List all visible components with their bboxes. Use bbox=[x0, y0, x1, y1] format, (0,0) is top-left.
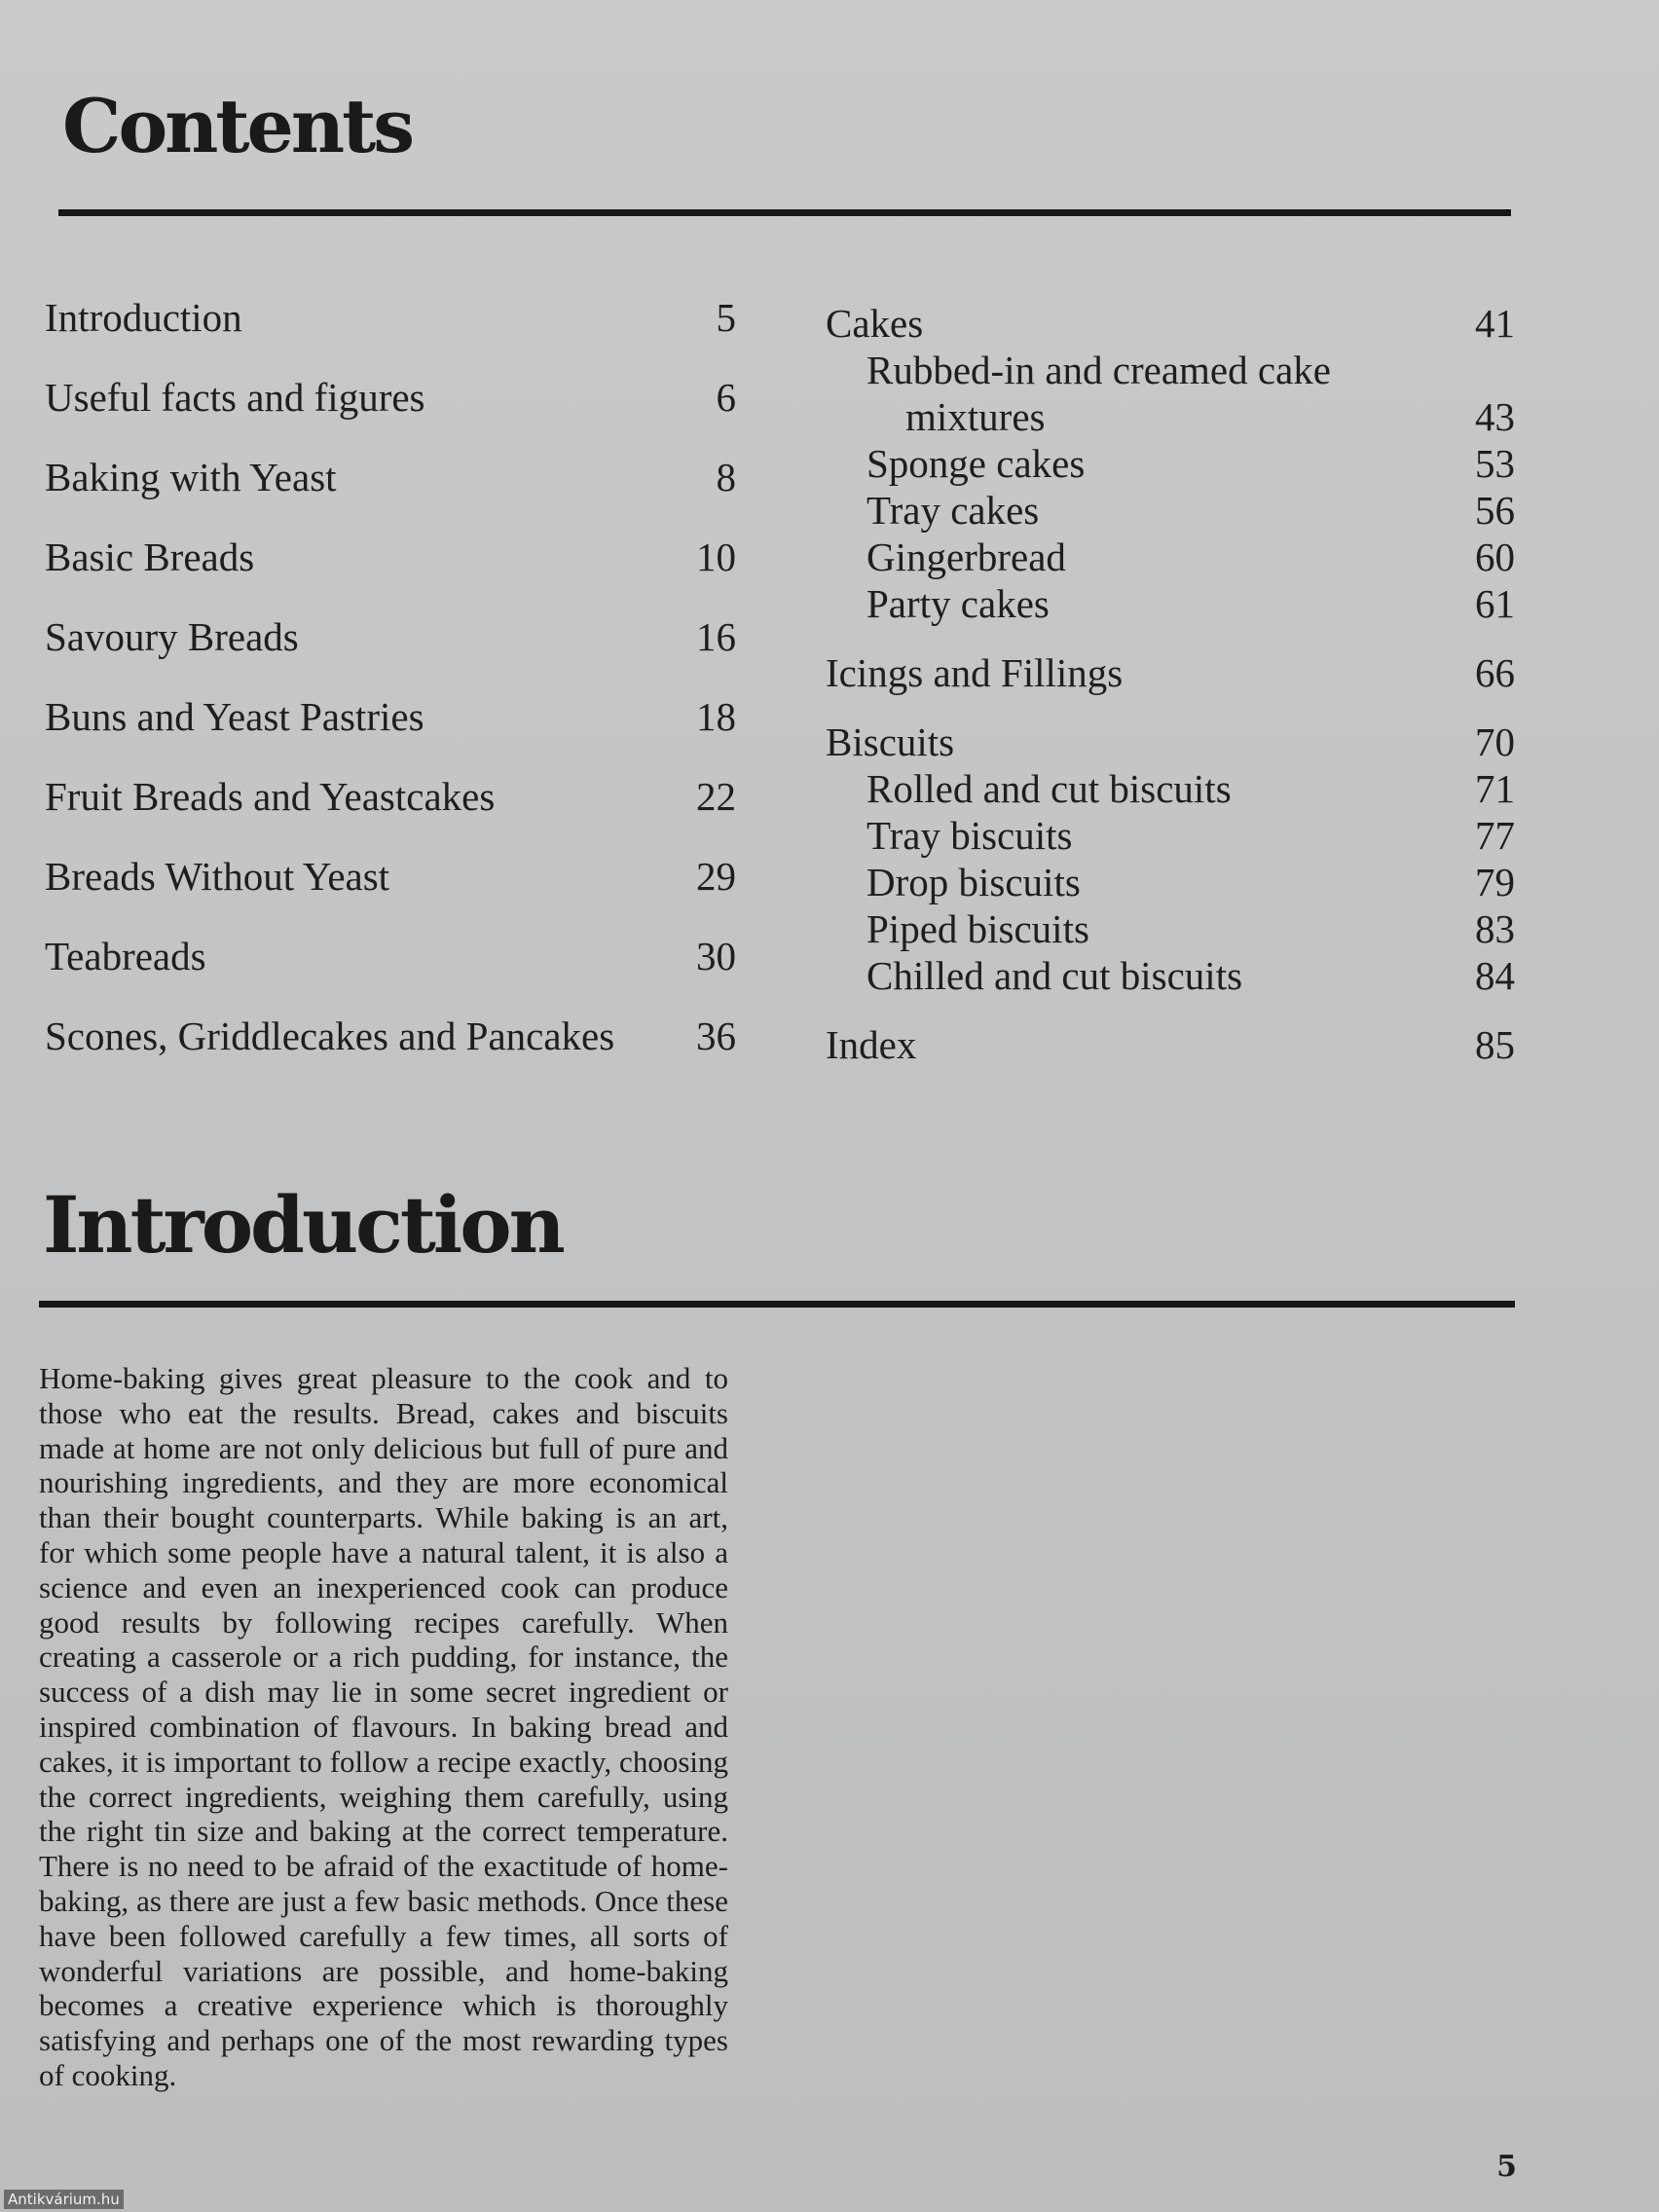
toc-entry[interactable] bbox=[45, 693, 736, 740]
toc-entry-page: 53 bbox=[1475, 441, 1515, 486]
toc-subentry[interactable] bbox=[826, 487, 1515, 534]
toc-entry-page: 71 bbox=[1475, 766, 1515, 811]
toc-entry-page: 18 bbox=[696, 694, 736, 739]
toc-subentry-label: Rubbed-in and creamed cake bbox=[866, 348, 1331, 392]
introduction-body: Home-baking gives great pleasure to the cook and to those who eat the results. Bread, cakes and biscuits made at home are not only delicious but full of pure and nourishing ingredients, and they are more economical than their bought counterparts. While baking is an art, for which some people have a natural talent, it is also a science and even an inexperienced cook can produce good results by following recipes carefully. When creating a casserole or a rich pudding, for instance, the success of a dish may lie in some secret ingredient or inspired combination of flavours. In baking bread and cakes, it is important to follow a recipe exactly, choosing the correct ingredients, weighing them carefully, using the right tin size and baking at the correct temperature. There is no need to be afraid of the exactitude of home-baking, as there are just a few basic methods. Once these have been followed carefully a few times, all sorts of wonderful variations are possible, and home-baking becomes a creative experience which is thoroughly satisfying and perhaps one of the most rewarding types of cooking. bbox=[39, 1361, 728, 2092]
toc-subentry-label: mixtures bbox=[905, 394, 1046, 439]
toc-entry-cakes[interactable] bbox=[826, 300, 1515, 347]
toc-entry-page: 84 bbox=[1475, 953, 1515, 998]
toc-entry-page: 6 bbox=[716, 375, 736, 420]
toc-entry-page: 36 bbox=[696, 1014, 736, 1058]
toc-subentry[interactable] bbox=[826, 580, 1515, 627]
toc-entry-page: 22 bbox=[696, 774, 736, 819]
toc-entry-label: Useful facts and figures bbox=[45, 375, 425, 420]
toc-subentry-label: Chilled and cut biscuits bbox=[866, 953, 1243, 998]
toc-entry-page: 61 bbox=[1475, 581, 1515, 626]
contents-divider bbox=[58, 209, 1511, 216]
toc-entry-label: Teabreads bbox=[45, 934, 206, 978]
toc-subentry[interactable] bbox=[826, 534, 1515, 580]
toc-entry-label: Basic Breads bbox=[45, 535, 255, 579]
page-number: 5 bbox=[1496, 2150, 1517, 2184]
toc-entry-page: 85 bbox=[1475, 1022, 1515, 1067]
toc-subentry[interactable] bbox=[826, 952, 1515, 999]
toc-entry[interactable] bbox=[45, 1013, 736, 1059]
toc-entry-label: Index bbox=[826, 1022, 917, 1067]
toc-subentry-label: Gingerbread bbox=[866, 535, 1066, 579]
toc-subentry-label: Rolled and cut biscuits bbox=[866, 766, 1232, 811]
toc-entry-page: 66 bbox=[1475, 650, 1515, 695]
toc-entry-label: Introduction bbox=[45, 295, 242, 340]
toc-entry-page: 10 bbox=[696, 535, 736, 579]
toc-entry[interactable] bbox=[45, 613, 736, 660]
toc-subentry[interactable] bbox=[826, 859, 1515, 905]
toc-subentry-label: Tray biscuits bbox=[866, 813, 1073, 858]
toc-entry-page: 41 bbox=[1475, 301, 1515, 346]
toc-subentry[interactable] bbox=[826, 347, 1515, 393]
toc-entry-label: Icings and Fillings bbox=[826, 650, 1124, 695]
toc-entry-label: Breads Without Yeast bbox=[45, 854, 390, 899]
toc-entry[interactable] bbox=[45, 294, 736, 341]
toc-entry-page: 29 bbox=[696, 854, 736, 899]
toc-entry-label: Fruit Breads and Yeastcakes bbox=[45, 774, 496, 819]
toc-subentry[interactable] bbox=[826, 905, 1515, 952]
toc-subentry-label: Tray cakes bbox=[866, 488, 1040, 533]
toc-entry-index[interactable] bbox=[826, 1021, 1515, 1068]
toc-entry-page: 8 bbox=[716, 455, 736, 499]
toc-entry[interactable] bbox=[45, 773, 736, 820]
toc-entry-label: Cakes bbox=[826, 301, 924, 346]
toc-subentry[interactable] bbox=[826, 440, 1515, 487]
toc-entry-page: 77 bbox=[1475, 813, 1515, 858]
toc-entry-page: 5 bbox=[716, 295, 736, 340]
contents-title: Contents bbox=[62, 83, 413, 169]
toc-entry-label: Buns and Yeast Pastries bbox=[45, 694, 424, 739]
toc-entry-page: 60 bbox=[1475, 535, 1515, 579]
toc-entry-page: 30 bbox=[696, 934, 736, 978]
toc-entry-page: 70 bbox=[1475, 719, 1515, 764]
toc-subentry-label: Drop biscuits bbox=[866, 860, 1081, 904]
toc-subentry-label: Party cakes bbox=[866, 581, 1050, 626]
toc-entry-page: 56 bbox=[1475, 488, 1515, 533]
toc-entry[interactable] bbox=[45, 534, 736, 580]
toc-entry-label: Baking with Yeast bbox=[45, 455, 337, 499]
toc-entry-icings[interactable] bbox=[826, 649, 1515, 696]
toc-left-column bbox=[45, 294, 736, 1092]
toc-subentry[interactable] bbox=[826, 765, 1515, 812]
toc-entry[interactable] bbox=[45, 853, 736, 900]
toc-entry[interactable] bbox=[45, 374, 736, 421]
toc-entry[interactable] bbox=[45, 933, 736, 979]
watermark: Antikvárium.hu bbox=[4, 2190, 124, 2209]
toc-subentry-label: Sponge cakes bbox=[866, 441, 1086, 486]
toc-subentry-label: Piped biscuits bbox=[866, 906, 1089, 951]
toc-subentry-continuation[interactable] bbox=[826, 393, 1515, 440]
toc-entry-biscuits[interactable] bbox=[826, 719, 1515, 765]
toc-right-column bbox=[826, 300, 1515, 1068]
toc-entry-page: 16 bbox=[696, 614, 736, 659]
introduction-divider bbox=[39, 1301, 1515, 1308]
toc-entry-page: 83 bbox=[1475, 906, 1515, 951]
toc-entry[interactable] bbox=[45, 454, 736, 500]
toc-entry-label: Biscuits bbox=[826, 719, 955, 764]
toc-entry-label: Scones, Griddlecakes and Pancakes bbox=[45, 1014, 615, 1058]
toc-subentry[interactable] bbox=[826, 812, 1515, 859]
toc-entry-label: Savoury Breads bbox=[45, 614, 299, 659]
toc-entry-page: 79 bbox=[1475, 860, 1515, 904]
toc-entry-page: 43 bbox=[1475, 394, 1515, 439]
introduction-title: Introduction bbox=[43, 1179, 563, 1271]
